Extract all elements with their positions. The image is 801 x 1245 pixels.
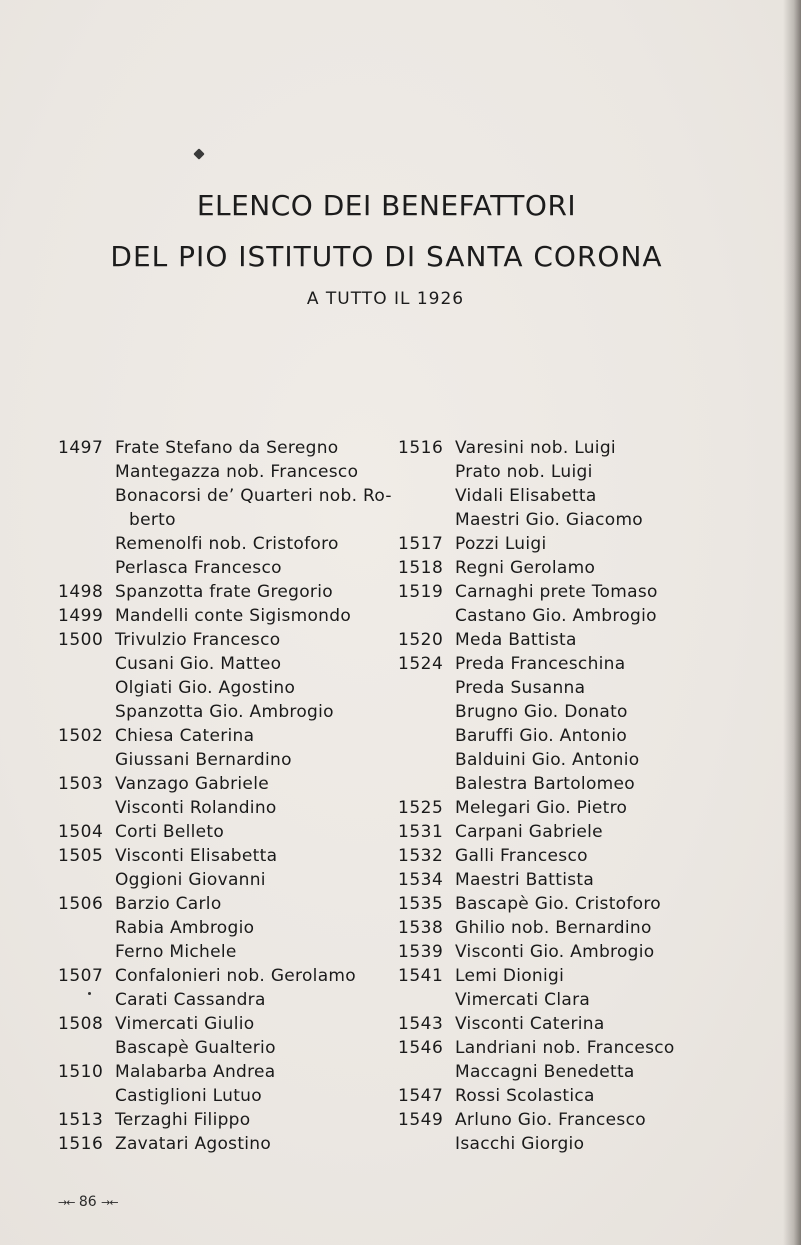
benefactor-name: Mantegazza nob. Francesco [115, 462, 359, 482]
benefactor-name: Maestri Battista [455, 870, 595, 890]
entry-year: 1543 [398, 1014, 444, 1034]
benefactor-entry [398, 868, 738, 892]
benefactor-name: Oggioni Giovanni [115, 870, 266, 890]
entry-year: 1510 [58, 1062, 104, 1082]
entry-names [455, 820, 738, 844]
benefactor-name: Chiesa Caterina [115, 726, 255, 746]
entry-year: 1500 [58, 630, 104, 650]
benefactor-entry [398, 628, 738, 652]
benefactor-name: Brugno Gio. Donato [455, 702, 628, 722]
benefactor-entry [398, 436, 738, 532]
benefactor-name: Regni Gerolamo [455, 558, 596, 578]
entry-names [115, 964, 408, 1012]
benefactor-name: Melegari Gio. Pietro [455, 798, 628, 818]
benefactor-name: Carati Cassandra [115, 990, 266, 1010]
entry-names [115, 1060, 408, 1108]
benefactor-name: Olgiati Gio. Agostino [115, 678, 296, 698]
entry-year: 1497 [58, 438, 104, 458]
benefactor-entry [398, 916, 738, 940]
benefactor-name: Mandelli conte Sigismondo [115, 606, 352, 626]
benefactor-name: Frate Stefano da Seregno [115, 438, 339, 458]
benefactor-name: Preda Franceschina [455, 654, 626, 674]
entry-year: 1513 [58, 1110, 104, 1130]
benefactor-name: Spanzotta frate Gregorio [115, 582, 333, 602]
benefactor-entry [58, 892, 408, 964]
benefactor-entry [58, 724, 408, 772]
benefactor-entry [58, 844, 408, 892]
benefactor-name: Barzio Carlo [115, 894, 222, 914]
benefactor-name: berto [129, 510, 176, 530]
entry-year: 1549 [398, 1110, 444, 1130]
benefactor-name: Varesini nob. Luigi [455, 438, 616, 458]
entry-names [115, 1132, 408, 1156]
benefactor-name: Prato nob. Luigi [455, 462, 593, 482]
entry-year: 1516 [58, 1134, 104, 1154]
entry-year: 1506 [58, 894, 104, 914]
entry-year: 1503 [58, 774, 104, 794]
entry-names [115, 580, 408, 604]
benefactor-name: Malabarba Andrea [115, 1062, 276, 1082]
benefactor-name: Carnaghi prete Tomaso [455, 582, 658, 602]
benefactor-entry [398, 1012, 738, 1036]
entry-names [455, 580, 738, 628]
footer-right-ornament: →← [101, 1196, 118, 1209]
benefactor-name: Rossi Scolastica [455, 1086, 595, 1106]
entry-year: 1516 [398, 438, 444, 458]
benefactor-entry [58, 820, 408, 844]
entry-names [455, 940, 738, 964]
benefactor-name: Cusani Gio. Matteo [115, 654, 282, 674]
page-number: 86 [78, 1194, 97, 1210]
benefactor-entry [398, 820, 738, 844]
benefactor-name: Visconti Gio. Ambrogio [455, 942, 655, 962]
title-line-2: DEL PIO ISTITUTO DI SANTA CORONA [110, 240, 663, 273]
benefactor-name: Bascapè Gualterio [115, 1038, 276, 1058]
left-column [58, 436, 408, 1156]
title-line-3: A TUTTO IL 1926 [306, 289, 465, 309]
entry-names [115, 772, 408, 820]
entry-names [115, 436, 408, 580]
benefactor-name: Vanzago Gabriele [115, 774, 269, 794]
benefactor-entry [58, 628, 408, 724]
entry-names [455, 652, 738, 796]
benefactor-name: Bascapè Gio. Cristoforo [455, 894, 661, 914]
entry-year: 1525 [398, 798, 444, 818]
entry-names [115, 844, 408, 892]
benefactor-name: Vidali Elisabetta [455, 486, 597, 506]
entry-year: 1534 [398, 870, 444, 890]
entry-names [115, 1012, 408, 1060]
benefactor-name: Balduini Gio. Antonio [455, 750, 640, 770]
entry-names [455, 1036, 738, 1084]
benefactor-name: Rabia Ambrogio [115, 918, 255, 938]
entry-names [455, 892, 738, 916]
entry-names [115, 892, 408, 964]
benefactor-name: Maccagni Benedetta [455, 1062, 635, 1082]
benefactor-name: Perlasca Francesco [115, 558, 282, 578]
entry-year: 1519 [398, 582, 444, 602]
entry-names [455, 436, 738, 532]
entry-year: 1505 [58, 846, 104, 866]
entry-year: 1508 [58, 1014, 104, 1034]
benefactor-name: Giussani Bernardino [115, 750, 292, 770]
entry-names [455, 868, 738, 892]
benefactor-name: Castano Gio. Ambrogio [455, 606, 657, 626]
benefactor-name: Visconti Elisabetta [115, 846, 278, 866]
benefactor-entry [58, 964, 408, 1012]
benefactor-name: Remenolfi nob. Cristoforo [115, 534, 339, 554]
entry-names [455, 1108, 738, 1156]
benefactor-entry [398, 580, 738, 628]
entry-year: 1520 [398, 630, 444, 650]
bullet-dot-icon [88, 992, 91, 995]
benefactor-name: Bonacorsi de’ Quarteri nob. Ro- [115, 486, 392, 506]
benefactor-name: Baruffi Gio. Antonio [455, 726, 628, 746]
entry-year: 1517 [398, 534, 444, 554]
entry-names [115, 724, 408, 772]
benefactor-entry [398, 652, 738, 796]
entry-names [115, 1108, 408, 1132]
entry-names [455, 556, 738, 580]
title-line-1: ELENCO DEI BENEFATTORI [196, 189, 577, 222]
benefactor-entry [58, 1132, 408, 1156]
entry-year: 1531 [398, 822, 444, 842]
entry-year: 1539 [398, 942, 444, 962]
benefactor-name: Isacchi Giorgio [455, 1134, 585, 1154]
benefactor-entry [58, 580, 408, 604]
benefactor-name: Maestri Gio. Giacomo [455, 510, 644, 530]
benefactor-entry [398, 796, 738, 820]
benefactor-name: Lemi Dionigi [455, 966, 565, 986]
entry-names [455, 964, 738, 1012]
entry-names [455, 628, 738, 652]
benefactor-name: Terzaghi Filippo [115, 1110, 251, 1130]
benefactor-name: Trivulzio Francesco [115, 630, 281, 650]
benefactor-name: Meda Battista [455, 630, 577, 650]
benefactor-entry [398, 844, 738, 868]
benefactor-entry [398, 1084, 738, 1108]
benefactor-name: Vimercati Giulio [115, 1014, 255, 1034]
entry-names [455, 532, 738, 556]
entry-names [115, 820, 408, 844]
right-column [398, 436, 738, 1156]
entry-names [115, 604, 408, 628]
entry-year: 1502 [58, 726, 104, 746]
page-edge-shadow [783, 0, 801, 1245]
benefactor-entry [398, 964, 738, 1012]
diamond-ornament-icon [193, 148, 204, 159]
entry-names [455, 916, 738, 940]
entry-year: 1538 [398, 918, 444, 938]
benefactor-name: Castiglioni Lutuo [115, 1086, 262, 1106]
benefactor-entry [58, 1012, 408, 1060]
benefactor-name: Landriani nob. Francesco [455, 1038, 675, 1058]
benefactor-entry [398, 892, 738, 916]
benefactor-name: Ghilio nob. Bernardino [455, 918, 652, 938]
entry-year: 1499 [58, 606, 104, 626]
benefactor-entry [58, 436, 408, 580]
benefactor-name: Vimercati Clara [455, 990, 591, 1010]
entry-year: 1504 [58, 822, 104, 842]
benefactor-name: Corti Belleto [115, 822, 225, 842]
entry-year: 1532 [398, 846, 444, 866]
entry-year: 1524 [398, 654, 444, 674]
benefactor-name: Zavatari Agostino [115, 1134, 272, 1154]
entry-year: 1498 [58, 582, 104, 602]
benefactor-entry [58, 1060, 408, 1108]
benefactor-name: Visconti Caterina [455, 1014, 605, 1034]
entry-year: 1507 [58, 966, 104, 986]
benefactor-name: Confalonieri nob. Gerolamo [115, 966, 356, 986]
benefactor-name: Balestra Bartolomeo [455, 774, 635, 794]
benefactor-entry [398, 532, 738, 556]
entry-names [455, 1084, 738, 1108]
benefactor-name: Ferno Michele [115, 942, 237, 962]
benefactor-name: Galli Francesco [455, 846, 588, 866]
benefactor-name: Preda Susanna [455, 678, 586, 698]
benefactor-entry [58, 604, 408, 628]
benefactor-name: Pozzi Luigi [455, 534, 547, 554]
footer-left-ornament: →← [58, 1196, 75, 1209]
benefactor-entry [58, 772, 408, 820]
benefactor-name: Carpani Gabriele [455, 822, 603, 842]
entry-year: 1541 [398, 966, 444, 986]
entry-year: 1535 [398, 894, 444, 914]
entry-names [455, 1012, 738, 1036]
benefactor-name: Visconti Rolandino [115, 798, 277, 818]
page-footer [58, 1194, 118, 1210]
entry-year: 1518 [398, 558, 444, 578]
entry-names [455, 844, 738, 868]
benefactor-entry [398, 940, 738, 964]
entry-year: 1546 [398, 1038, 444, 1058]
benefactor-entry [398, 556, 738, 580]
benefactor-entry [58, 1108, 408, 1132]
benefactor-name: Spanzotta Gio. Ambrogio [115, 702, 334, 722]
benefactor-entry [398, 1108, 738, 1156]
entry-year: 1547 [398, 1086, 444, 1106]
entry-names [115, 628, 408, 724]
benefactor-entry [398, 1036, 738, 1084]
benefactor-name: Arluno Gio. Francesco [455, 1110, 646, 1130]
entry-names [455, 796, 738, 820]
